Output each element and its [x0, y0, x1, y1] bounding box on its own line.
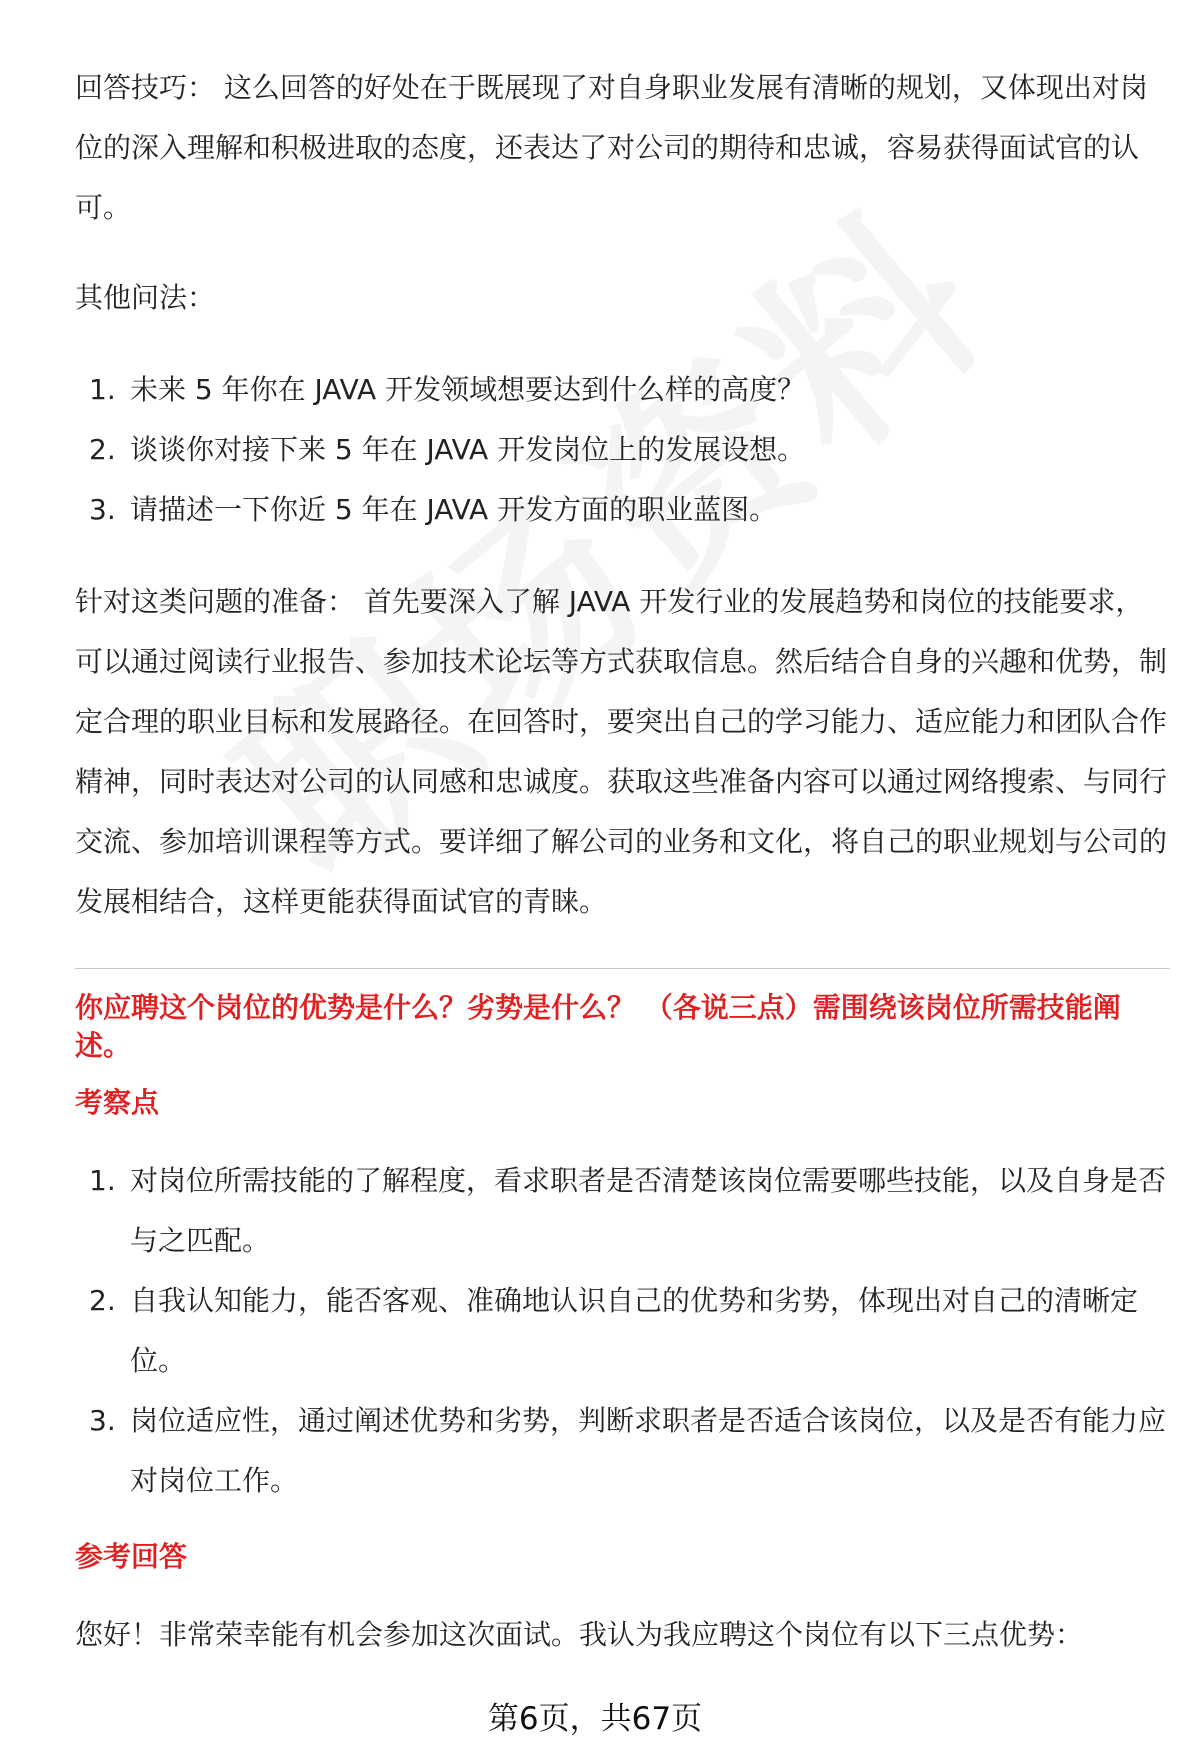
- list-item: 1. 对岗位所需技能的了解程度，看求职者是否清楚该岗位需要哪些技能，以及自身是否与之匹配。: [89, 1164, 1167, 1257]
- list-item: 1. 未来 5 年你在 JAVA 开发领域想要达到什么样的高度？: [89, 373, 806, 406]
- other-questions-list: [75, 360, 1170, 540]
- other-questions-label: 其他问法：: [75, 281, 216, 314]
- assessment-points-heading: 考察点: [75, 1086, 160, 1119]
- list-item: 3. 岗位适应性，通过阐述优势和劣势，判断求职者是否适合该岗位，以及是否有能力应对岗位工作。: [89, 1404, 1167, 1497]
- list-item: 3. 请描述一下你近 5 年在 JAVA 开发方面的职业蓝图。: [89, 493, 778, 526]
- page-number: 第6页，共67页: [487, 1701, 703, 1737]
- list-item: 2. 自我认知能力，能否客观、准确地认识自己的优势和劣势，体现出对自己的清晰定位。: [89, 1284, 1139, 1377]
- list-item: 2. 谈谈你对接下来 5 年在 JAVA 开发岗位上的发展设想。: [89, 433, 806, 466]
- reference-answer-heading: 参考回答: [75, 1540, 188, 1573]
- question-title: 你应聘这个岗位的优势是什么？劣势是什么？ （各说三点）需围绕该岗位所需技能阐述。: [75, 991, 1121, 1062]
- preparation-paragraph: 针对这类问题的准备： 首先要深入了解 JAVA 开发行业的发展趋势和岗位的技能要求，可以通过阅读行业报告、参加技术论坛等方式获取信息。然后结合自身的兴趣和优势，制定合理的职业目标和发展路径。在回答时，要突出自己的学习能力、适应能力和团队合作精神，同时表达对公司的认同感和忠诚度。获取这些准备内容可以通过网络搜索、与同行交流、参加培训课程等方式。要详细了解公司的业务和文化，将自己的职业规划与公司的发展相结合，这样更能获得面试官的青睐。: [75, 585, 1168, 918]
- reference-answer-paragraph: 您好！非常荣幸能有机会参加这次面试。我认为我应聘这个岗位有以下三点优势：: [75, 1618, 1084, 1651]
- document-body: [75, 58, 1170, 1665]
- section-divider: [75, 968, 1170, 969]
- assessment-points-list: [75, 1151, 1170, 1511]
- answer-tip-paragraph: 回答技巧： 这么回答的好处在于既展现了对自身职业发展有清晰的规划，又体现出对岗位的深入理解和积极进取的态度，还表达了对公司的期待和忠诚，容易获得面试官的认可。: [75, 71, 1148, 224]
